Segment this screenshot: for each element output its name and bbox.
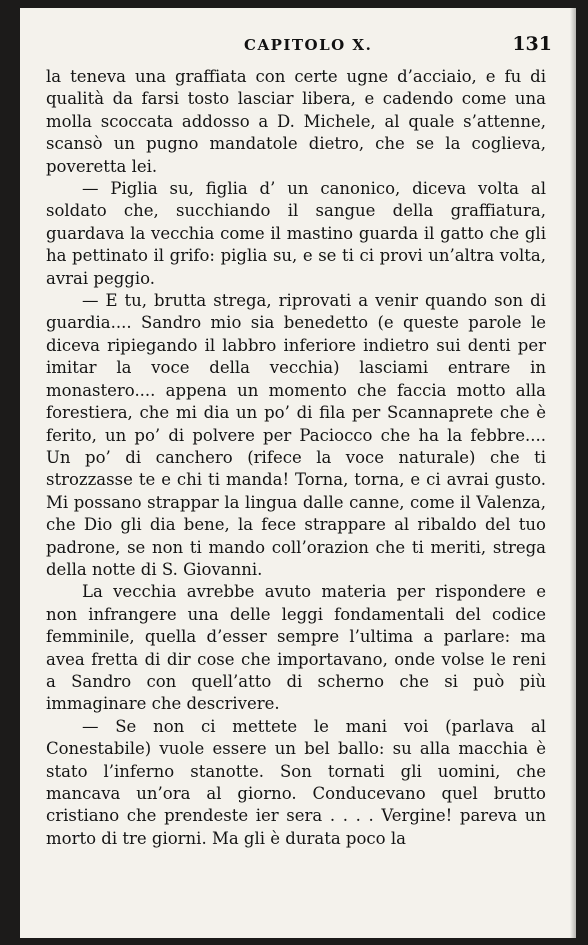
book-page	[20, 8, 576, 938]
page-number: 131	[512, 33, 552, 55]
paragraph-dialogue-3: — Se non ci mettete le mani voi (parlava al Conestabile) vuole essere un bel ballo: su alla macchia è stato l’inferno stanotte. Son tornati gli uomini, che mancava un’ora al giorno. Conducevano quel brutto cristiano che prendeste ier sera . . . . Vergine! pareva un morto di tre giorni. Ma gli è durata poco la	[46, 716, 546, 848]
paragraph-narration: La vecchia avrebbe avuto materia per rispondere e non infrangere una delle leggi fondamentali del codice femminile, quella d’esser sempre l’ultima a parlare: ma avea fretta di dir cose che importavano, onde volse le reni a Sandro con quell’atto di scherno che si può più immaginare che descrivere.	[46, 582, 546, 714]
body-text	[46, 66, 546, 850]
paragraph-continuation: la teneva una graffiata con certe ugne d’acciaio, e fu di qualità da farsi tosto lasciar libera, e cadendo come una molla scoccata addosso a D. Michele, al quale s’attenne, scansò un pugno mandatole dietro, che se la coglieva, poveretta lei.	[46, 67, 546, 176]
running-head: CAPITOLO X.	[244, 36, 373, 54]
page-edge-shadow	[570, 8, 576, 938]
paragraph-dialogue-1: — Piglia su, figlia d’ un canonico, diceva volta al soldato che, succhiando il sangue della graffiatura, guardava la vecchia come il mastino guarda il gatto che gli ha pettinato il grifo: piglia su, e se ti ci provi un’altra volta, avrai peggio.	[46, 179, 546, 288]
paragraph-dialogue-2: — E tu, brutta strega, riprovati a venir quando son di guardia.... Sandro mio sia benedetto (e queste parole le diceva ripiegando il labbro inferiore indietro sui denti per imitar la voce della vecchia) lasciami entrare in monastero.... appena un momento che faccia motto alla forestiera, che mi dia un po’ di fila per Scannaprete che è ferito, un po’ di polvere per Paciocco che ha la febbre.... Un po’ di canchero (rifece la voce naturale) che ti strozzasse te e chi ti manda! Torna, torna, e ci avrai gusto. Mi possano strappar la lingua dalle canne, come il Valenza, che Dio gli dia bene, la fece strappare al ribaldo del tuo padrone, se non ti mando coll’orazion che ti meriti, strega della notte di S. Giovanni.	[46, 291, 546, 579]
page-header	[20, 33, 576, 60]
